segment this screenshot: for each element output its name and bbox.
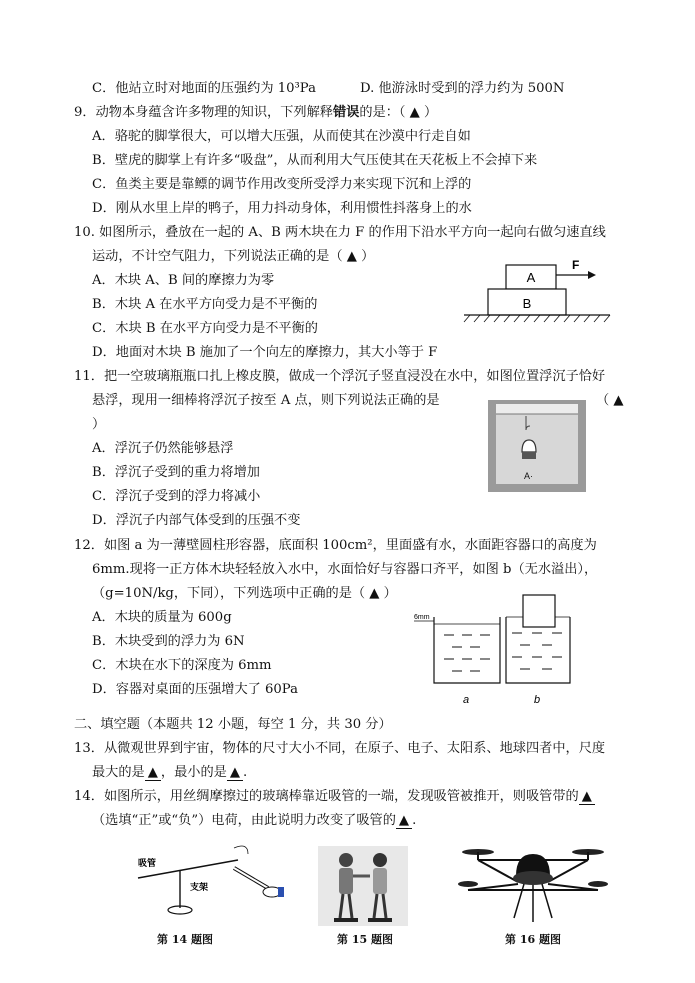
q11-option-d: D．浮沉子内部气体受到的压强不变 bbox=[92, 513, 301, 528]
q9-stem: 9．动物本身蕴含许多物理的知识，下列解释错误的是：（ ▲ ） bbox=[74, 105, 438, 120]
drone-body bbox=[513, 871, 553, 885]
water-dashes-b bbox=[512, 633, 562, 669]
drone-strut-2 bbox=[548, 860, 588, 882]
q10-figure-blocks bbox=[460, 255, 620, 325]
q10-option-a: A．木块 A、B 间的摩擦力为零 bbox=[92, 273, 275, 288]
stand-label: 支架 bbox=[190, 882, 209, 892]
ground-hatch bbox=[464, 315, 610, 322]
container-a-label: a bbox=[463, 694, 470, 706]
q11-figure-cartesian-diver bbox=[488, 400, 586, 492]
q10-stem-line1: 10. 如图所示，叠放在一起的 A、B 两木块在力 F 的作用下沿水平方向一起向右做匀速直线 bbox=[74, 225, 606, 240]
propeller-4-icon bbox=[588, 881, 608, 887]
q10-option-d: D．地面对木块 B 施加了一个向左的摩擦力，其大小等于 F bbox=[92, 345, 438, 360]
q12-option-c: C．木块在水下的深度为 6mm bbox=[92, 658, 272, 673]
wood-cube bbox=[523, 595, 555, 627]
diver-bottle-icon bbox=[522, 440, 536, 452]
silk-cloth-icon bbox=[278, 887, 284, 897]
q13-stem-line1: 13．从微观世界到宇宙，物体的尺寸大小不同，在原子、电子、太阳系、地球四者中，尺度 bbox=[74, 741, 606, 756]
q12-figure-containers bbox=[412, 593, 582, 708]
q14-blank-2[interactable]: ▲ bbox=[396, 813, 412, 829]
tank-water bbox=[496, 404, 578, 484]
q9-option-a: A．骆驼的脚掌很大，可以增大压强，从而使其在沙漠中行走自如 bbox=[92, 129, 471, 144]
skate-1 bbox=[334, 918, 358, 922]
person-1-body bbox=[339, 868, 353, 894]
container-a bbox=[434, 617, 500, 683]
skate-2 bbox=[368, 918, 392, 922]
q12-option-a: A．木块的质量为 600g bbox=[92, 610, 232, 625]
q8-option-c: C．他站立时对地面的压强约为 10³Pa bbox=[92, 81, 316, 96]
section-2-heading: 二、填空题（本题共 12 小题，每空 1 分，共 30 分） bbox=[74, 717, 392, 732]
person-2-body bbox=[373, 868, 387, 894]
q12-option-d: D．容器对桌面的压强增大了 60Pa bbox=[92, 682, 298, 697]
caption-fig-14: 第 14 题图 bbox=[157, 933, 213, 946]
q10-option-c: C．木块 B 在水平方向受力是不平衡的 bbox=[92, 321, 318, 336]
straw-label: 吸管 bbox=[138, 858, 157, 868]
force-label: F bbox=[572, 258, 580, 272]
q16-figure-drone bbox=[458, 838, 608, 926]
q10-option-b: B．木块 A 在水平方向受力是不平衡的 bbox=[92, 297, 318, 312]
container-b-label: b bbox=[534, 694, 541, 706]
height-mark-label: 6mm bbox=[414, 614, 430, 621]
q12-stem-line2: 6mm.现将一正方体木块轻轻放入水中，水面恰好与容器口齐平，如图 b（无水溢出）， bbox=[92, 562, 598, 577]
q10-stem-line2: 运动，不计空气阻力，下列说法正确的是（ ▲ ） bbox=[92, 249, 375, 264]
q12-option-b: B．木块受到的浮力为 6N bbox=[92, 634, 245, 649]
block-b-label: B bbox=[522, 296, 532, 311]
q14-stem-line2: （选填“正”或“负”）电荷，由此说明力改变了吸管的 ▲ . bbox=[92, 813, 417, 828]
q9-option-c: C．鱼类主要是靠鳔的调节作用改变所受浮力来实现下沉和上浮的 bbox=[92, 177, 472, 192]
q11-stem-line1: 11．把一空玻璃瓶瓶口扎上橡皮膜，做成一个浮沉子竖直浸没在水中，如图位置浮沉子恰好 bbox=[74, 369, 606, 384]
q11-stem-line2: 悬浮，现用一细棒将浮沉子按至 A 点，则下列说法正确的是 bbox=[92, 393, 440, 408]
photo-background bbox=[318, 846, 408, 926]
q15-figure-skaters bbox=[318, 846, 408, 926]
person-1-head-icon bbox=[339, 853, 353, 867]
q8-option-d: D. 他游泳时受到的浮力约为 500N bbox=[360, 81, 565, 96]
drone-strut-1 bbox=[478, 860, 518, 882]
block-a-label: A bbox=[526, 270, 536, 285]
force-arrowhead-icon bbox=[588, 271, 596, 279]
propeller-3-icon bbox=[458, 881, 478, 887]
point-a-label: A· bbox=[524, 471, 533, 481]
caption-fig-16: 第 16 题图 bbox=[505, 933, 561, 946]
q12-stem-line1: 12．如图 a 为一薄壁圆柱形容器，底面积 100cm²，里面盛有水，水面距容器口的高度为 bbox=[74, 538, 597, 553]
rotation-arrow-icon bbox=[234, 846, 248, 854]
q14-figure-straw bbox=[130, 838, 300, 918]
q13-stem-line2: 最大的是 ▲ ，最小的是 ▲ . bbox=[92, 765, 248, 780]
q11-option-a: A．浮沉子仍然能够悬浮 bbox=[92, 441, 234, 456]
q11-answer-paren: （ ▲ bbox=[596, 393, 624, 408]
water-dashes-a bbox=[444, 635, 490, 671]
q14-blank-1[interactable]: ▲ bbox=[579, 789, 595, 805]
glass-rod-inner bbox=[234, 868, 268, 888]
tank-air bbox=[496, 404, 578, 414]
q9-option-b: B．壁虎的脚掌上有许多“吸盘”，从而利用大气压使其在天花板上不会掉下来 bbox=[92, 153, 538, 168]
q11-answer-paren-close: ） bbox=[92, 417, 106, 432]
q13-blank-1[interactable]: ▲ bbox=[145, 765, 161, 781]
q13-blank-2[interactable]: ▲ bbox=[227, 765, 243, 781]
caption-fig-15: 第 15 题图 bbox=[337, 933, 393, 946]
q9-option-d: D．刚从水里上岸的鸭子，用力抖动身体，利用惯性抖落身上的水 bbox=[92, 201, 472, 216]
diver-membrane bbox=[522, 452, 536, 459]
q14-stem-line1: 14．如图所示，用丝绸摩擦过的玻璃棒靠近吸管的一端，发现吸管被推开，则吸管带的 ▲ bbox=[74, 788, 595, 806]
q11-option-c: C．浮沉子受到的浮力将减小 bbox=[92, 489, 261, 504]
q11-option-b: B．浮沉子受到的重力将增加 bbox=[92, 465, 260, 480]
q12-stem-line3: （g=10N/kg，下同），下列选项中正确的是（ ▲ ） bbox=[92, 586, 397, 601]
person-2-head-icon bbox=[373, 853, 387, 867]
